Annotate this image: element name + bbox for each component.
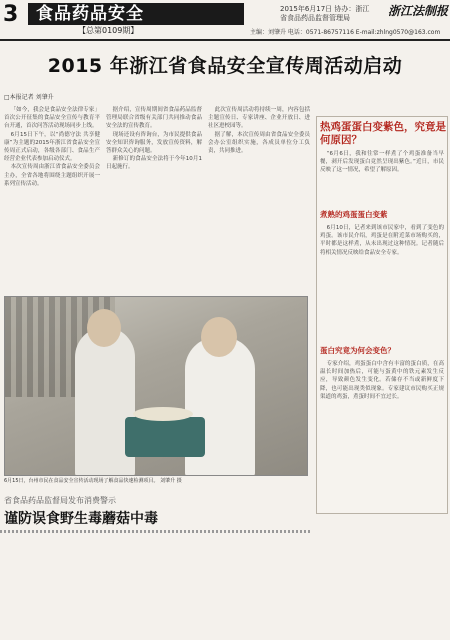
lead-paragraph: 据了解，本次宣传周由省食品安全委员会办公室组织实施，各成员单位分工负责，共同推进。 — [208, 131, 310, 155]
lead-column-2 — [106, 106, 202, 292]
lead-headline: 2015 年浙江省食品安全宣传周活动启动 — [47, 55, 403, 77]
lead-column-3 — [208, 106, 310, 292]
sidebar-title: 热鸡蛋蛋白变紫色，究竟是何原因？ — [320, 121, 446, 146]
lead-paragraph: 6月15日下午，以“尚德守法 共享健康”为主题的2015年浙江省食品安全宣传周正式启动，各级各部门、食品生产经营企业代表参加启动仪式。 — [4, 131, 100, 163]
photo-person-left-head — [87, 309, 121, 347]
sidebar-intro — [320, 150, 444, 206]
page-number: 3 — [3, 2, 19, 27]
section-title: 食品药品安全 — [36, 4, 144, 24]
lead-paragraph: 此次宣传周活动将持续一周，内容包括主题宣传日、专家讲座、企业开放日、进社区进校园等。 — [208, 107, 310, 130]
lead-paragraph: 据介绍，宣传周期间省食品药品监督管理局联合省级有关部门共同推动食品安全法的宣传教育。 — [106, 107, 202, 130]
masthead — [0, 0, 450, 40]
lead-paragraph: 新修订的食品安全法将于今年10月1日起施行。 — [106, 156, 202, 171]
sidebar-body-2-text: 专家介绍，鸡蛋蛋白中含有丰富的蛋白质，在高温长时间加热后，可能与蛋黄中的铁元素发生反应，导致颜色发生变化。若储存不当或新鲜度下降，也可能出现类似现象。专家建议市民购买正规渠道的鸡蛋，煮蛋时间不宜过长。 — [320, 361, 444, 400]
lead-byline: □本报记者 刘肇升 — [4, 94, 54, 101]
photo-person-right-head — [201, 317, 237, 357]
lead-paragraph: 本次宣传周由浙江省食品安全委员会主办，全省各地将围绕主题组织开展一系列宣传活动。 — [4, 164, 100, 187]
lead-paragraph: 现场还设有咨询台，为市民提供食品安全知识咨询服务，发放宣传资料，解答群众关心的问题。 — [106, 131, 202, 155]
lead-column-1 — [4, 106, 100, 292]
photo-test-device — [125, 417, 205, 457]
news-photo — [4, 296, 308, 476]
story2-kicker: 省食品药品监督局发布消费警示 — [4, 496, 116, 505]
sidebar-body-2 — [320, 360, 444, 510]
story2-divider — [0, 530, 312, 533]
paper-name: 浙江法制报 — [388, 4, 449, 18]
sidebar-intro-text: “6月6日，我和往常一样煮了个鸡蛋准备当早餐，剥开后发现蛋白竟然呈现出紫色。”近日，市民反映了这一情况，希望了解原因。 — [320, 151, 444, 174]
story2-headline: 谨防误食野生毒蘑菇中毒 — [4, 511, 158, 527]
contact-line: 主编：刘肇升 电话：0571-86757116 E-mail:zhlng0570@163.com — [250, 29, 441, 36]
lead-paragraph: 「如今，我会是食品安全法律专家」首次公开征集的食品安全宣传与教育平台开通，首次问答活动现场同步上线。 — [4, 107, 100, 130]
masthead-rule — [0, 39, 450, 41]
sidebar-subheading-2: 蛋白究竟为何会变色？ — [320, 346, 395, 355]
date-line: 2015年6月17日 协办：浙江省食品药品监督管理局 — [280, 5, 370, 22]
photo-caption: 6月15日，台州市民在食品安全宣传活动现场了解食品快速检测项目。 刘肇升 摄 — [4, 478, 182, 484]
sidebar-body-1 — [320, 224, 444, 342]
sidebar-body-1-text: 6月10日，记者来到该市民家中，看到了变色的鸡蛋。该市民介绍，鸡蛋是在附近菜市场购买的，平时都是这样煮，从未出现过这种情况。记者随后将相关情况反映给食品安全专家。 — [320, 225, 444, 256]
photo-sample-dish — [133, 407, 193, 421]
section-code: 【总第0109期】 — [78, 26, 139, 35]
sidebar-subheading-1: 煮熟的鸡蛋蛋白变紫 — [320, 210, 388, 219]
